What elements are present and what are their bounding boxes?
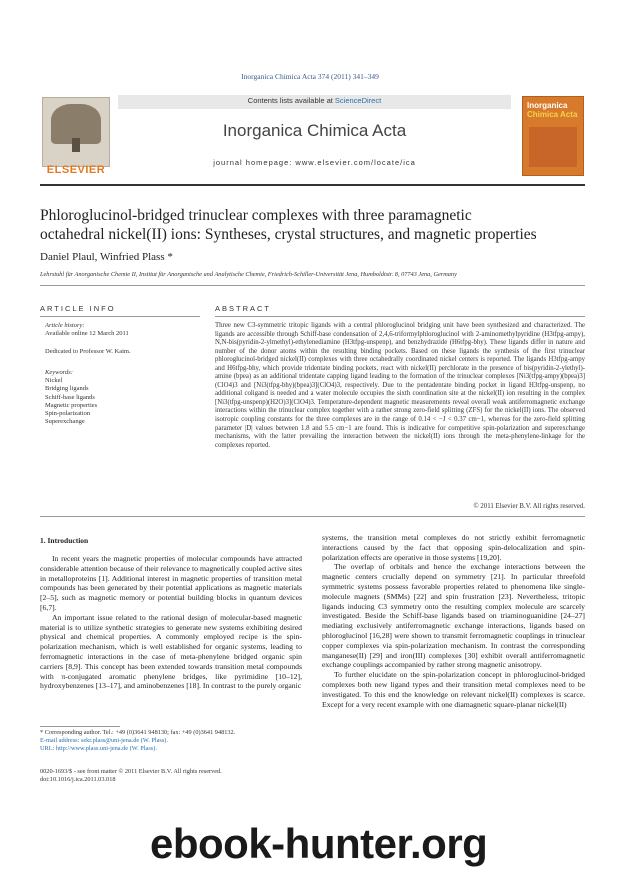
footnote-rule xyxy=(40,726,120,727)
keyword-item: Nickel xyxy=(45,377,63,385)
tree-trunk-icon xyxy=(72,138,80,152)
cover-title xyxy=(527,101,579,119)
issn-line: 0020-1693/$ - see front matter © 2011 Elsevier B.V. All rights reserved. xyxy=(40,768,222,775)
keyword-item: Spin-polarization xyxy=(45,410,91,418)
copyright: © 2011 Elsevier B.V. All rights reserved. xyxy=(473,503,585,510)
journal-name: Inorganica Chimica Acta xyxy=(222,121,407,140)
body-paragraph: To further elucidate on the spin-polarization concept in phloroglucinol-bridged complexes both new ligand types and their transition metal complexes need to be investigated. To this end the knowledge on relevant nickel(II) complexes is scarce. Except for a very recent example with one diamagnetic square-planar nickel(II) xyxy=(322,670,585,709)
info-rule xyxy=(40,316,200,317)
authors[interactable]: Daniel Plaul, Winfried Plass * xyxy=(40,251,173,263)
article-info-heading: ARTICLE INFO xyxy=(40,304,116,313)
affiliation-rule xyxy=(40,285,585,286)
journal-citation[interactable]: Inorganica Chimica Acta 374 (2011) 341–349 xyxy=(241,72,379,81)
cover-image xyxy=(529,127,577,167)
corresponding-author: * Corresponding author. Tel.: +49 (0)3641 948130; fax: +49 (0)3641 948132. xyxy=(40,729,236,736)
keyword-item: Magnetic properties xyxy=(45,401,98,409)
sciencedirect-link[interactable]: ScienceDirect xyxy=(334,96,382,105)
abstract-end-rule xyxy=(40,516,585,517)
history-label: Article history: xyxy=(45,322,85,329)
body-paragraph: In recent years the magnetic properties of molecular compounds have attracted considerable attention because of their relevance to magnetically coupled active sites in metalloproteins [1]. Additional interest in magnetic properties of transition metal compounds has been generated by their potential applications as magnetic materials [2–5], such as magnetic memory or potential building blocks in quantum devices [6,7]. xyxy=(40,554,302,612)
abstract-heading: ABSTRACT xyxy=(215,304,272,313)
contents-prefix: Contents lists available at xyxy=(247,96,335,105)
history-value: Available online 12 March 2011 xyxy=(45,330,129,338)
issn-block xyxy=(40,768,222,784)
keyword-item: Schiff-base ligands xyxy=(45,393,95,401)
body-paragraph: systems, the transition metal complexes do not strictly exhibit ferromagnetic interactions caused by the fact that opposing spin-delocalization and spin-polarization effects are operative in those systems [19,20]. xyxy=(322,533,585,562)
section-heading-introduction: 1. Introduction xyxy=(40,536,89,545)
journal-cover xyxy=(522,96,584,176)
keywords xyxy=(45,369,97,426)
keywords-label: Keywords: xyxy=(45,369,73,376)
header-rule xyxy=(40,184,585,186)
body-paragraph: The overlap of orbitals and hence the exchange interactions between the magnetic centers crucially depend on symmetry [21]. In particular threefold symmetric systems possess favorable properties related to phenomena like single-molecule magnets (SMMs) [22] and spin frustration [23]. Nevertheless, tritopic ligands inducing C3 symmetry onto the resulting complex molecule are scarcely investigated. Beside the Schiff-base ligands based on triaminoguanidine [24–27] mediating exclusively antiferromagnetic exchange interactions, ligands based on phloroglucinol [16,28] were shown to transmit ferromagnetic couplings in trinuclear copper complexes via spin-polarization mechanism. In contrast the corresponding manganese(II) [29] and iron(III) complexes [30] exhibit overall antiferromagnetic exchange couplings accompanied by rather strong magnetic anisotropy. xyxy=(322,562,585,670)
dedication: Dedicated to Professor W. Kaim. xyxy=(45,348,131,355)
url-link[interactable]: URL: http://www.plass.uni-jena.de (W. Plass). xyxy=(40,745,157,752)
journal-homepage[interactable]: journal homepage: www.elsevier.com/locate/ica xyxy=(213,158,416,167)
body-paragraph: An important issue related to the rational design of molecular-based magnetic material is to utilize synthetic strategies to generate new systems exhibiting desired physical and chemical properties. A commonly employed recipe is the spin-polarization mechanism, which is well established for organic systems, leading to ferromagnetic interactions in the case of meta-phenylene bridged organic spin carriers [8,9]. This concept has been extended towards transition metal compounds with π-conjugated aromatic phenylene bridges, like pyrimidine [10–12], hydroxybenzenes [13–17], and aminobenzenes [18]. In contrast to the purely organic xyxy=(40,612,302,691)
footnote xyxy=(40,729,302,753)
affiliation: Lehrstuhl für Anorganische Chemie II, Institut für Anorganische und Analytische Chemie, Friedrich-Schiller-Universität Jena, Humboldtstr. 8, 07743 Jena, Germany xyxy=(40,271,457,278)
cover-title-line1: Inorganica xyxy=(527,101,568,110)
abstract-text: Three new C3-symmetric tritopic ligands with a central phloroglucinol bridging unit have been synthesized and characterized. The ligands are accessible through Schiff-base condensation of 2,4,6-triformylphloroglucinol with 2-aminomethylpyridine (H3tfpg-ampy), N,N-bis(pyridin-2-ylmethyl)-ethylenediamine (H3tfpg-unspenp), and benzhydrazide (H6tfpg-bhy). These ligands differ in nature and number of the donor atoms within the resulting binding pockets. Based on these ligands the synthesis of the first trinuclear phloroglucinol-bridged nickel(II) complexes with three octahedrally coordinated nickel centers is reported. The ligands H3tfpg-ampy and H6tfpg-bhy, which provide tridentate binding pockets, react with nickel(II) perchlorate in the presence of bis(pyridin-2-ylethyl)-amine (bpea) as an additional tridentate capping ligand leading to the formation of the trinuclear complexes [Ni3(tfpg-ampy)(bpea)3](ClO4)3 and [Ni3(tfpg-bhy)(bpea)3](ClO4)3, respectively. Due to the pentadentate binding pocket in ligand H3tfpg-unspenp, no additional coligand is needed and a water molecule occupies the sixth coordination site at the nickel(II) ion resulting in the complex [Ni3(tfpg-unspenp)(H2O)3](ClO4)3. Temperature-dependent magnetic measurements reveal overall weak antiferromagnetic exchange interactions within the trinuclear complex together with a rather strong zero-field splitting (ZFS) for the nickel(II) ions. The observed isotropic coupling constants for the three complexes are in the range of 0.14 < −J < 0.37 cm−1, whereas for the zero-field splitting parameter |D| values between 1.8 and 5.5 cm−1 are found. This is indicative for competitive spin-polarization and superexchange mechanisms, with the latter prevailing the interaction between the nickel(II) ions through the meta-phenylene-linkage for the complexes reported. xyxy=(215,322,585,449)
keyword-item: Bridging ligands xyxy=(45,385,89,393)
doi-link[interactable]: doi:10.1016/j.ica.2011.03.018 xyxy=(40,776,116,783)
keyword-item: Superexchange xyxy=(45,418,85,426)
abstract-rule xyxy=(215,316,585,317)
title-line2: octahedral nickel(II) ions: Syntheses, crystal structures, and magnetic properties xyxy=(40,226,537,243)
contents-line xyxy=(118,96,511,105)
publisher-logo: ELSEVIER xyxy=(46,164,106,176)
body-column-left xyxy=(40,554,302,691)
article-title xyxy=(40,206,585,244)
email-link[interactable]: E-mail address: sekr.plass@uni-jena.de (W. Plass). xyxy=(40,737,168,744)
article-history xyxy=(45,322,129,338)
body-column-right xyxy=(322,533,585,709)
elsevier-tree-logo-icon xyxy=(42,97,110,167)
cover-title-line2: Chimica Acta xyxy=(527,110,578,119)
watermark: ebook-hunter.org xyxy=(150,820,488,867)
title-line1: Phloroglucinol-bridged trinuclear complexes with three paramagnetic xyxy=(40,207,472,224)
